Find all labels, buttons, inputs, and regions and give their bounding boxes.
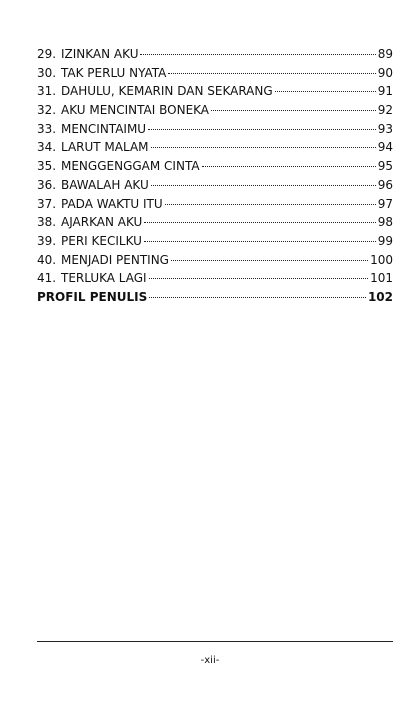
dot-leader [144, 240, 376, 242]
toc-entry-title: LARUT MALAM [61, 140, 149, 155]
toc-entry-page: 89 [377, 47, 393, 61]
toc-entry-number: 39. [37, 233, 57, 248]
toc-entry-number: 38. [37, 215, 57, 230]
toc-entry[interactable] [37, 213, 393, 232]
toc-profile-title: PROFIL PENULIS [37, 289, 148, 304]
toc-entry-number: 32. [37, 103, 57, 118]
toc-entry-title: MENGGENGGAM CINTA [61, 159, 200, 174]
toc-entry-page: 90 [377, 65, 393, 80]
toc-entry[interactable] [37, 269, 393, 288]
toc-entry[interactable] [37, 232, 393, 251]
toc-entry[interactable] [37, 195, 393, 214]
dot-leader [168, 72, 375, 74]
toc-entry-title: TAK PERLU NYATA [61, 65, 167, 80]
toc-entry[interactable] [37, 45, 393, 64]
toc-entry-number: 34. [37, 140, 57, 155]
toc-entry-number: 33. [37, 121, 57, 136]
toc-entry-title: PERI KECILKU [61, 233, 142, 248]
toc-entry-page: 101 [370, 271, 393, 286]
toc-entry-number: 29. [37, 47, 57, 61]
dot-leader [140, 53, 375, 55]
dot-leader [149, 296, 366, 298]
toc-entry-number: 35. [37, 159, 57, 174]
toc-entry-page: 91 [377, 84, 393, 99]
toc-entry[interactable] [37, 176, 393, 195]
toc-entry[interactable] [37, 120, 393, 139]
toc-entry-page: 99 [377, 233, 393, 248]
dot-leader [148, 128, 376, 130]
toc-entry-number: 37. [37, 196, 57, 211]
toc-entry-title: PADA WAKTU ITU [61, 196, 163, 211]
toc-entry-title: TERLUKA LAGI [61, 271, 147, 286]
toc-entry-number: 31. [37, 84, 57, 99]
toc-entry-title: IZINKAN AKU [61, 47, 139, 61]
footer-divider [37, 641, 393, 642]
toc-entry-page: 93 [377, 121, 393, 136]
toc-entry[interactable] [37, 82, 393, 101]
dot-leader [202, 165, 376, 167]
toc-entry[interactable] [37, 101, 393, 120]
toc-entry-title: AKU MENCINTAI BONEKA [61, 103, 210, 118]
toc-entry-page: 98 [377, 215, 393, 230]
toc-entry-profile[interactable] [37, 288, 393, 307]
toc-entry-page: 100 [370, 252, 393, 267]
toc-entry-page: 97 [377, 196, 393, 211]
dot-leader [165, 203, 376, 205]
toc-entry-page: 96 [377, 177, 393, 192]
dot-leader [171, 259, 368, 261]
footer-page-number: -xii- [200, 655, 220, 666]
toc-entry-title: BAWALAH AKU [61, 177, 149, 192]
toc-entry-number: 30. [37, 65, 57, 80]
table-of-contents [37, 45, 393, 307]
toc-entry-page: 92 [377, 103, 393, 118]
toc-entry-page: 95 [377, 159, 393, 174]
dot-leader [144, 221, 375, 223]
toc-entry-title: MENCINTAIMU [61, 121, 147, 136]
dot-leader [151, 146, 376, 148]
toc-entry-number: 41. [37, 271, 57, 286]
toc-entry-title: MENJADI PENTING [61, 252, 169, 267]
toc-entry[interactable] [37, 64, 393, 83]
toc-entry-number: 40. [37, 252, 57, 267]
toc-entry-title: DAHULU, KEMARIN DAN SEKARANG [61, 84, 273, 99]
dot-leader [149, 277, 368, 279]
toc-profile-page: 102 [367, 289, 393, 304]
dot-leader [211, 109, 376, 111]
toc-entry-title: AJARKAN AKU [61, 215, 143, 230]
toc-entry[interactable] [37, 138, 393, 157]
toc-entry-number: 36. [37, 177, 57, 192]
toc-entry-page: 94 [377, 140, 393, 155]
toc-entry[interactable] [37, 251, 393, 270]
toc-entry[interactable] [37, 157, 393, 176]
dot-leader [275, 90, 376, 92]
dot-leader [151, 184, 376, 186]
